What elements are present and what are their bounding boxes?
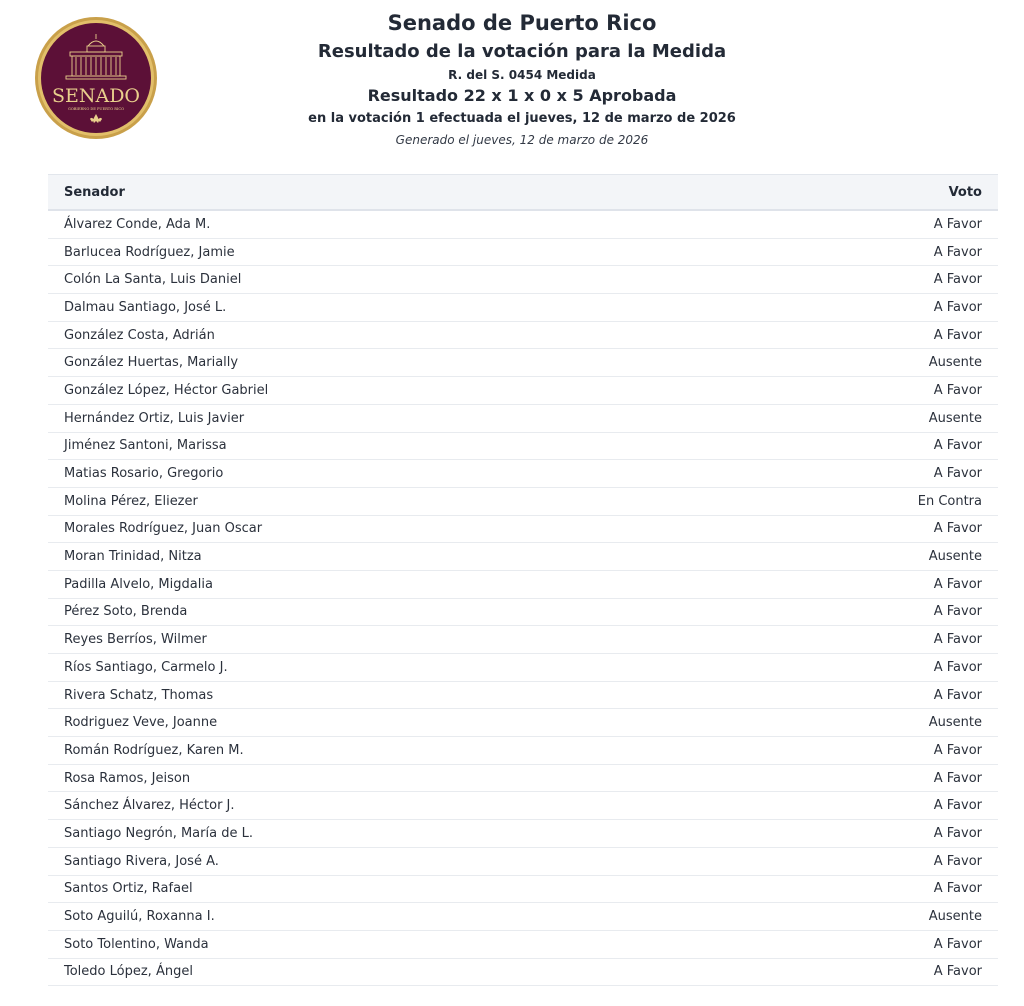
vote-value: A Favor bbox=[698, 792, 998, 820]
senator-name: Colón La Santa, Luis Daniel bbox=[48, 266, 698, 294]
senator-name: Morales Rodríguez, Juan Oscar bbox=[48, 515, 698, 543]
senator-name: Toledo López, Ángel bbox=[48, 958, 698, 986]
senator-name: Santos Ortiz, Rafael bbox=[48, 875, 698, 903]
page-subtitle: Resultado de la votación para la Medida bbox=[317, 41, 727, 62]
vote-value: A Favor bbox=[698, 875, 998, 903]
table-row bbox=[48, 238, 998, 266]
vote-value: A Favor bbox=[698, 238, 998, 266]
vote-value: Ausente bbox=[698, 903, 998, 931]
table-row bbox=[48, 294, 998, 322]
senator-name: González Costa, Adrián bbox=[48, 321, 698, 349]
senator-name: González Huertas, Marially bbox=[48, 349, 698, 377]
table-row bbox=[48, 847, 998, 875]
logo-text: SENADO bbox=[51, 85, 141, 107]
table-header-row bbox=[48, 175, 998, 211]
table-row bbox=[48, 377, 998, 405]
column-header-senator: Senador bbox=[48, 175, 698, 211]
vote-value: En Contra bbox=[698, 487, 998, 515]
senator-name: Moran Trinidad, Nitza bbox=[48, 543, 698, 571]
table-row bbox=[48, 266, 998, 294]
vote-value: A Favor bbox=[698, 626, 998, 654]
column-header-vote: Voto bbox=[698, 175, 998, 211]
senator-name: Barlucea Rodríguez, Jamie bbox=[48, 238, 698, 266]
table-row bbox=[48, 543, 998, 571]
senator-name: Rodriguez Veve, Joanne bbox=[48, 709, 698, 737]
table-row bbox=[48, 709, 998, 737]
vote-info: en la votación 1 efectuada el jueves, 12 de marzo de 2026 bbox=[308, 111, 736, 126]
vote-value: A Favor bbox=[698, 737, 998, 765]
senator-name: Molina Pérez, Eliezer bbox=[48, 487, 698, 515]
report-header bbox=[160, 8, 884, 150]
vote-value: A Favor bbox=[698, 847, 998, 875]
senator-name: Jiménez Santoni, Marissa bbox=[48, 432, 698, 460]
table-row bbox=[48, 875, 998, 903]
vote-value: A Favor bbox=[698, 432, 998, 460]
page-title: Senado de Puerto Rico bbox=[387, 11, 657, 35]
table-row bbox=[48, 681, 998, 709]
table-row bbox=[48, 930, 998, 958]
vote-value: A Favor bbox=[698, 210, 998, 238]
table-row bbox=[48, 515, 998, 543]
senator-name: Ríos Santiago, Carmelo J. bbox=[48, 654, 698, 682]
table-row bbox=[48, 598, 998, 626]
senator-name: Soto Aguilú, Roxanna I. bbox=[48, 903, 698, 931]
senado-logo bbox=[34, 16, 158, 140]
generated-date: Generado el jueves, 12 de marzo de 2026 bbox=[395, 133, 649, 147]
vote-value: A Favor bbox=[698, 321, 998, 349]
table-row bbox=[48, 903, 998, 931]
table-row bbox=[48, 210, 998, 238]
table-row bbox=[48, 432, 998, 460]
vote-table bbox=[48, 174, 998, 986]
senator-name: Román Rodríguez, Karen M. bbox=[48, 737, 698, 765]
vote-value: Ausente bbox=[698, 709, 998, 737]
senator-name: Reyes Berríos, Wilmer bbox=[48, 626, 698, 654]
vote-value: A Favor bbox=[698, 930, 998, 958]
senator-name: Matias Rosario, Gregorio bbox=[48, 460, 698, 488]
vote-value: Ausente bbox=[698, 404, 998, 432]
table-row bbox=[48, 349, 998, 377]
vote-value: Ausente bbox=[698, 543, 998, 571]
table-row bbox=[48, 321, 998, 349]
vote-result: Resultado 22 x 1 x 0 x 5 Aprobada bbox=[367, 86, 677, 105]
vote-value: A Favor bbox=[698, 294, 998, 322]
vote-value: A Favor bbox=[698, 377, 998, 405]
vote-value: A Favor bbox=[698, 460, 998, 488]
vote-value: A Favor bbox=[698, 654, 998, 682]
senator-name: Álvarez Conde, Ada M. bbox=[48, 210, 698, 238]
vote-table-container bbox=[48, 174, 998, 986]
table-row bbox=[48, 487, 998, 515]
senado-seal-icon bbox=[34, 16, 158, 140]
table-row bbox=[48, 764, 998, 792]
vote-value: A Favor bbox=[698, 515, 998, 543]
table-row bbox=[48, 737, 998, 765]
table-row bbox=[48, 404, 998, 432]
senator-name: Santiago Negrón, María de L. bbox=[48, 820, 698, 848]
senator-name: Rivera Schatz, Thomas bbox=[48, 681, 698, 709]
vote-value: A Favor bbox=[698, 570, 998, 598]
table-row bbox=[48, 570, 998, 598]
vote-value: A Favor bbox=[698, 958, 998, 986]
table-row bbox=[48, 820, 998, 848]
vote-value: A Favor bbox=[698, 764, 998, 792]
table-row bbox=[48, 958, 998, 986]
senator-name: Santiago Rivera, José A. bbox=[48, 847, 698, 875]
senator-name: Pérez Soto, Brenda bbox=[48, 598, 698, 626]
vote-value: A Favor bbox=[698, 598, 998, 626]
table-row bbox=[48, 460, 998, 488]
measure-id: R. del S. 0454 Medida bbox=[448, 68, 596, 82]
senator-name: Hernández Ortiz, Luis Javier bbox=[48, 404, 698, 432]
logo-subtext: GOBIERNO DE PUERTO RICO bbox=[67, 107, 125, 111]
senator-name: Dalmau Santiago, José L. bbox=[48, 294, 698, 322]
senator-name: Rosa Ramos, Jeison bbox=[48, 764, 698, 792]
senator-name: Sánchez Álvarez, Héctor J. bbox=[48, 792, 698, 820]
vote-value: A Favor bbox=[698, 820, 998, 848]
table-row bbox=[48, 626, 998, 654]
senator-name: González López, Héctor Gabriel bbox=[48, 377, 698, 405]
vote-value: A Favor bbox=[698, 681, 998, 709]
vote-value: A Favor bbox=[698, 266, 998, 294]
vote-value: Ausente bbox=[698, 349, 998, 377]
senator-name: Soto Tolentino, Wanda bbox=[48, 930, 698, 958]
table-row bbox=[48, 792, 998, 820]
senator-name: Padilla Alvelo, Migdalia bbox=[48, 570, 698, 598]
table-row bbox=[48, 654, 998, 682]
